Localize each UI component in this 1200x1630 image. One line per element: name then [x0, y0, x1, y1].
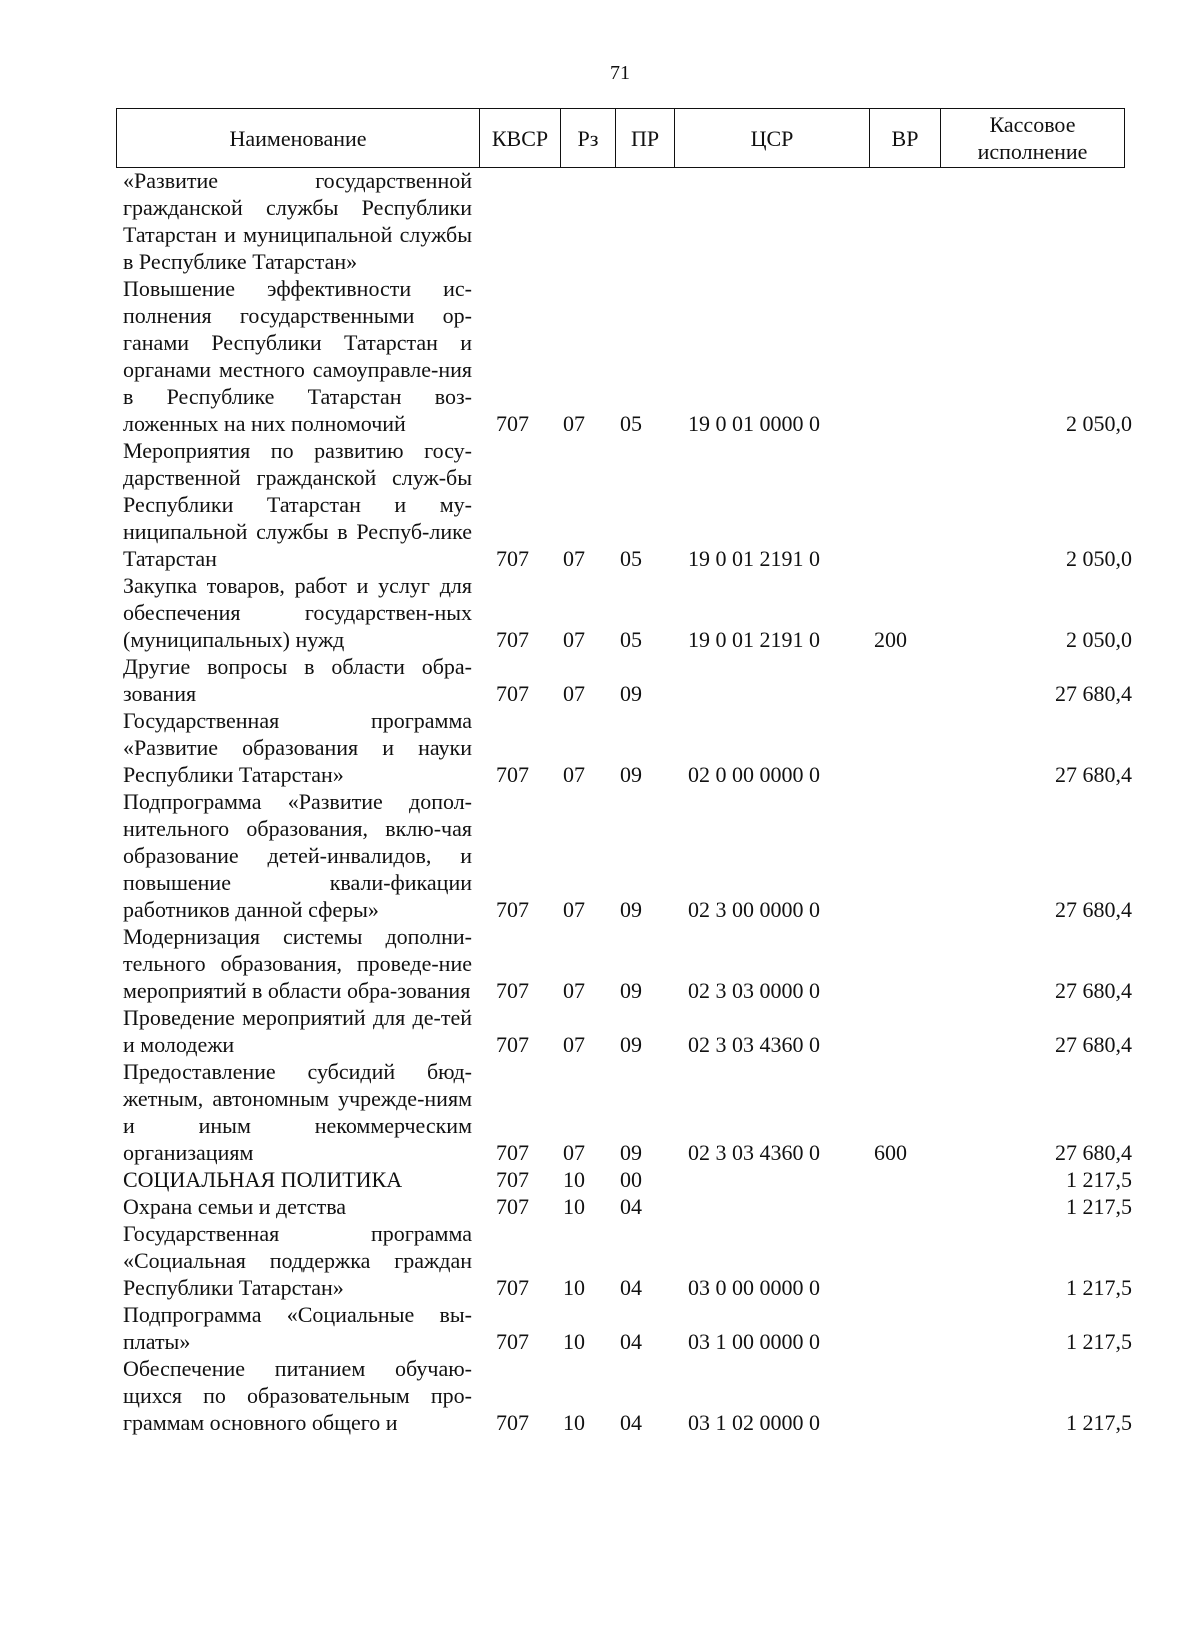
row-csr: 19 0 01 2191 0 — [688, 546, 820, 571]
table-row — [116, 167, 1146, 275]
row-name: Обеспечение питанием обучаю-щихся по образовательным про-граммам основного общего и — [123, 1356, 472, 1435]
header-pr: ПР — [616, 109, 675, 168]
row-name: Закупка товаров, работ и услуг для обеспечения государствен-ных (муниципальных) нужд — [123, 573, 472, 652]
row-rz: 07 — [563, 897, 585, 922]
row-csr: 02 3 03 4360 0 — [688, 1032, 820, 1057]
row-kvsr: 707 — [496, 411, 529, 436]
row-name: Охрана семьи и детства — [123, 1194, 347, 1219]
row-pr: 09 — [620, 1032, 642, 1057]
row-name: Подпрограмма «Социальные вы-платы» — [123, 1302, 472, 1354]
row-pr: 09 — [620, 681, 642, 706]
row-rz: 07 — [563, 1032, 585, 1057]
row-name: Мероприятия по развитию госу-дарственной гражданской служ-бы Республики Татарстан и му-ниципальной службы в Респуб-лике Татарстан — [123, 438, 472, 571]
row-rz: 07 — [563, 627, 585, 652]
table-row — [116, 1193, 1146, 1220]
table-row — [116, 1220, 1146, 1301]
row-kvsr: 707 — [496, 1275, 529, 1300]
row-vr: 200 — [874, 627, 907, 652]
row-name: Подпрограмма «Развитие допол-нительного образования, вклю-чая образование детей-инвалидов, и повышение квали-фикации работников данной сферы» — [123, 789, 472, 922]
row-kvsr: 707 — [496, 1140, 529, 1165]
table-row — [116, 1355, 1146, 1436]
row-csr: 03 1 00 0000 0 — [688, 1329, 820, 1354]
table-row — [116, 275, 1146, 437]
row-csr: 19 0 01 2191 0 — [688, 627, 820, 652]
row-name: «Развитие государственной гражданской службы Республики Татарстан и муниципальной службы в Республике Татарстан» — [123, 168, 472, 274]
row-rz: 10 — [563, 1329, 585, 1354]
table-row — [116, 1058, 1146, 1166]
row-name: Предоставление субсидий бюд-жетным, автономным учрежде-ниям и иным некоммерческим организациям — [123, 1059, 472, 1165]
header-rz: Рз — [561, 109, 616, 168]
row-rz: 10 — [563, 1194, 585, 1219]
row-rz: 07 — [563, 762, 585, 787]
row-kvsr: 707 — [496, 1329, 529, 1354]
row-name: Другие вопросы в области обра-зования — [123, 654, 472, 706]
row-pr: 00 — [620, 1167, 642, 1192]
row-kassovoe-ispolnenie: 1 217,5 — [1066, 1194, 1132, 1219]
row-kassovoe-ispolnenie: 27 680,4 — [1055, 1032, 1132, 1057]
row-csr: 19 0 01 0000 0 — [688, 411, 820, 436]
row-name: Проведение мероприятий для де-тей и молодежи — [123, 1005, 472, 1057]
row-kvsr: 707 — [496, 627, 529, 652]
row-kassovoe-ispolnenie: 27 680,4 — [1055, 681, 1132, 706]
table-body — [116, 167, 1146, 1436]
row-rz: 07 — [563, 1140, 585, 1165]
row-kassovoe-ispolnenie: 1 217,5 — [1066, 1275, 1132, 1300]
row-rz: 07 — [563, 411, 585, 436]
table-row — [116, 572, 1146, 653]
row-rz: 07 — [563, 681, 585, 706]
row-rz: 07 — [563, 546, 585, 571]
row-kvsr: 707 — [496, 897, 529, 922]
row-pr: 05 — [620, 546, 642, 571]
table-row — [116, 653, 1146, 707]
table-row — [116, 923, 1146, 1004]
row-rz: 07 — [563, 978, 585, 1003]
row-pr: 05 — [620, 627, 642, 652]
table-row — [116, 1166, 1146, 1193]
row-pr: 04 — [620, 1194, 642, 1219]
row-kassovoe-ispolnenie: 1 217,5 — [1066, 1329, 1132, 1354]
row-csr: 03 1 02 0000 0 — [688, 1410, 820, 1435]
row-kvsr: 707 — [496, 681, 529, 706]
row-kvsr: 707 — [496, 1167, 529, 1192]
page-number: 71 — [610, 62, 630, 84]
row-csr: 02 3 03 4360 0 — [688, 1140, 820, 1165]
row-kassovoe-ispolnenie: 27 680,4 — [1055, 978, 1132, 1003]
header-vr: ВР — [870, 109, 941, 168]
row-rz: 10 — [563, 1167, 585, 1192]
row-pr: 04 — [620, 1275, 642, 1300]
header-kassovoe-ispolnenie: Кассовое исполнение — [941, 109, 1125, 168]
row-name: Государственная программа «Социальная поддержка граждан Республики Татарстан» — [123, 1221, 472, 1300]
row-name: Повышение эффективности ис-полнения государственными ор-ганами Республики Татарстан и органами местного самоуправле-ния в Республике Татарстан воз-ложенных на них полномочий — [123, 276, 472, 436]
row-kvsr: 707 — [496, 1194, 529, 1219]
row-kassovoe-ispolnenie: 27 680,4 — [1055, 762, 1132, 787]
row-name: СОЦИАЛЬНАЯ ПОЛИТИКА — [123, 1167, 403, 1192]
table-row — [116, 707, 1146, 788]
row-csr: 02 0 00 0000 0 — [688, 762, 820, 787]
row-pr: 09 — [620, 762, 642, 787]
row-pr: 09 — [620, 897, 642, 922]
row-pr: 04 — [620, 1329, 642, 1354]
row-vr: 600 — [874, 1140, 907, 1165]
row-kassovoe-ispolnenie: 1 217,5 — [1066, 1410, 1132, 1435]
row-csr: 02 3 00 0000 0 — [688, 897, 820, 922]
row-kvsr: 707 — [496, 546, 529, 571]
row-kassovoe-ispolnenie: 2 050,0 — [1066, 411, 1132, 436]
row-pr: 09 — [620, 1140, 642, 1165]
row-csr: 03 0 00 0000 0 — [688, 1275, 820, 1300]
row-rz: 10 — [563, 1410, 585, 1435]
row-name: Государственная программа «Развитие образования и науки Республики Татарстан» — [123, 708, 472, 787]
row-kvsr: 707 — [496, 1410, 529, 1435]
row-rz: 10 — [563, 1275, 585, 1300]
row-kassovoe-ispolnenie: 1 217,5 — [1066, 1167, 1132, 1192]
row-kassovoe-ispolnenie: 27 680,4 — [1055, 897, 1132, 922]
row-pr: 09 — [620, 978, 642, 1003]
table-row — [116, 1004, 1146, 1058]
row-kvsr: 707 — [496, 762, 529, 787]
table-row — [116, 1301, 1146, 1355]
row-kvsr: 707 — [496, 1032, 529, 1057]
row-pr: 05 — [620, 411, 642, 436]
table-row — [116, 437, 1146, 572]
row-pr: 04 — [620, 1410, 642, 1435]
table-row — [116, 788, 1146, 923]
header-csr: ЦСР — [675, 109, 870, 168]
row-kassovoe-ispolnenie: 2 050,0 — [1066, 546, 1132, 571]
row-kassovoe-ispolnenie: 27 680,4 — [1055, 1140, 1132, 1165]
table-header — [116, 108, 1125, 168]
row-kvsr: 707 — [496, 978, 529, 1003]
header-kvsr: КВСР — [480, 109, 561, 168]
row-csr: 02 3 03 0000 0 — [688, 978, 820, 1003]
row-kassovoe-ispolnenie: 2 050,0 — [1066, 627, 1132, 652]
header-name: Наименование — [117, 109, 480, 168]
row-name: Модернизация системы дополни-тельного образования, проведе-ние мероприятий в области обра-зования — [123, 924, 472, 1003]
